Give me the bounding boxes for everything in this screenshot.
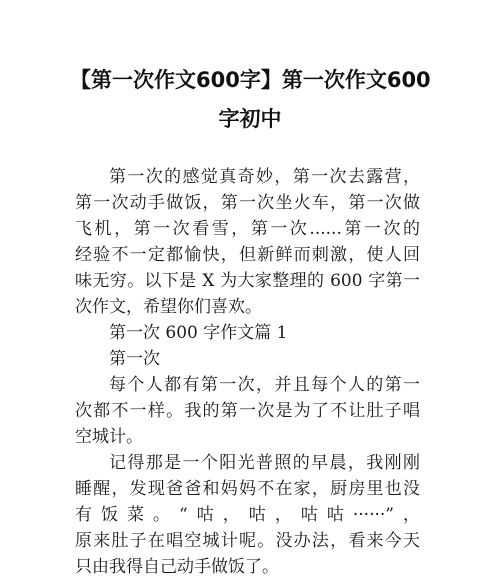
paragraph-line: 次作文，希望你们喜欢。 bbox=[75, 297, 262, 317]
essay-title: 第一次 bbox=[109, 349, 160, 369]
paragraph-line: 次都不一样。我的第一次是为了不让肚子唱 bbox=[75, 401, 420, 421]
document-title-line-2: 字初中 bbox=[218, 107, 282, 131]
paragraph-line: 空城计。 bbox=[75, 427, 143, 447]
paragraph-line: 每个人都有第一次，并且每个人的第一 bbox=[109, 375, 420, 395]
paragraph-line: 飞机，第一次看雪，第一次......第一次的 bbox=[75, 219, 420, 239]
document-title-line-1: 【第一次作文600字】第一次作文600 bbox=[70, 68, 431, 92]
paragraph-line: 第一次的感觉真奇妙，第一次去露营， bbox=[109, 167, 420, 187]
paragraph-line: 只由我得自己动手做饭了。 bbox=[75, 557, 279, 577]
section-heading: 第一次 600 字作文篇 1 bbox=[109, 323, 288, 343]
paragraph-line: 第一次动手做饭，第一次坐火车，第一次做 bbox=[75, 193, 420, 213]
paragraph-line: 味无穷。以下是 X 为大家整理的 600 字第一 bbox=[75, 271, 420, 291]
paragraph-line: 原来肚子在唱空城计呢。没办法，看来今天 bbox=[75, 531, 420, 551]
paragraph-line: 有饭菜。“咕，咕，咕咕······”， bbox=[75, 505, 420, 525]
paragraph-line: 睡醒，发现爸爸和妈妈不在家，厨房里也没 bbox=[75, 479, 420, 499]
paragraph-line: 记得那是一个阳光普照的早晨，我刚刚 bbox=[109, 453, 420, 473]
paragraph-line: 经验不一定都愉快，但新鲜而刺激，使人回 bbox=[75, 245, 420, 265]
